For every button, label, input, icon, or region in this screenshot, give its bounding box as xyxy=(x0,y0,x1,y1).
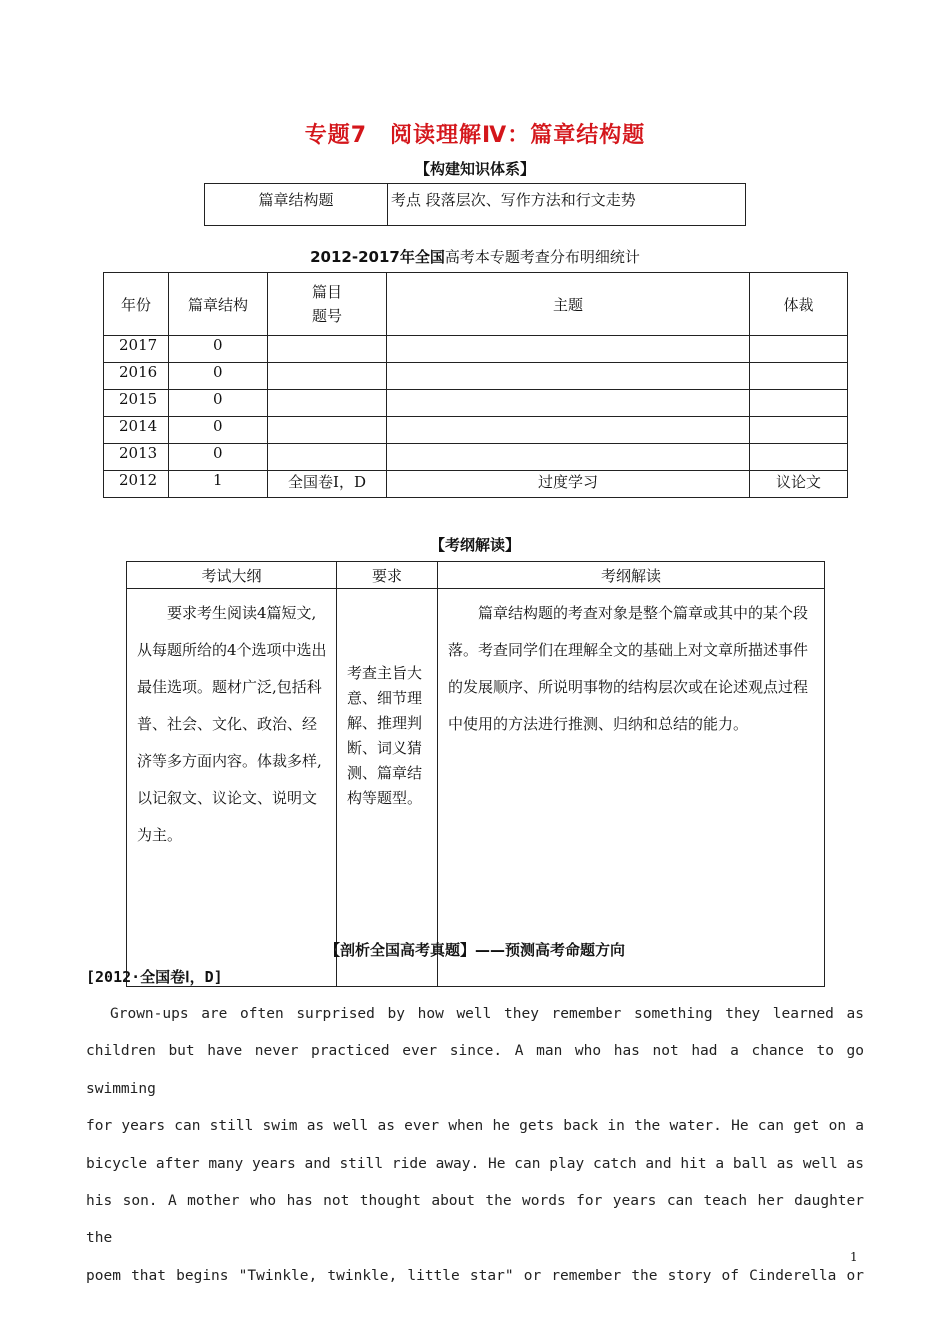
syllabus-heading: 【考纲解读】 xyxy=(429,536,520,554)
outline-text: 要求考生阅读4篇短文,从每题所给的4个选项中选出最佳选项。题材广泛,包括科普、社会、文化、政治、经济等多方面内容。体裁多样,以记叙文、议论文、说明文为主。 xyxy=(137,604,327,844)
cell-topic xyxy=(387,336,750,363)
cell-count: 0 xyxy=(169,417,268,444)
header-interpretation: 考纲解读 xyxy=(438,562,825,589)
cell-count: 0 xyxy=(169,336,268,363)
interpretation-text: 篇章结构题的考查对象是整个篇章或其中的某个段落。考查同学们在理解全文的基础上对文章所描述事件的发展顺序、所说明事物的结构层次或在论述观点过程中使用的方法进行推测、归纳和总结的能力。 xyxy=(448,604,809,733)
header-genre: 体裁 xyxy=(750,273,848,336)
cell-year: 2014 xyxy=(104,417,169,444)
table-row xyxy=(104,336,848,363)
header-item-line2: 题号 xyxy=(311,307,342,325)
table-row xyxy=(104,417,848,444)
passage-line: poem that begins "Twinkle, twinkle, little star" or remember the story of Cinderella or xyxy=(86,1267,864,1284)
passage xyxy=(86,996,864,1295)
analysis-heading: 【剖析全国高考真题】——预测高考命题方向 xyxy=(324,941,625,959)
passage-line: Grown-ups are often surprised by how well they remember something they learned as xyxy=(110,1006,864,1022)
cell-genre: 议论文 xyxy=(750,471,848,498)
cell-year: 2012 xyxy=(104,471,169,498)
cell-genre xyxy=(750,444,848,471)
header-requirement: 要求 xyxy=(337,562,438,589)
cell-genre xyxy=(750,363,848,390)
syllabus-header-row xyxy=(127,562,825,589)
cell-year: 2015 xyxy=(104,390,169,417)
cell-item xyxy=(268,363,387,390)
cell-topic xyxy=(387,417,750,444)
knowledge-table xyxy=(204,183,746,226)
knowledge-cell-points: 考点 段落层次、写作方法和行文走势 xyxy=(388,184,746,226)
header-topic: 主题 xyxy=(387,273,750,336)
stats-heading xyxy=(0,246,950,267)
cell-count: 0 xyxy=(169,390,268,417)
syllabus-body-row xyxy=(127,589,825,987)
syllabus-table xyxy=(126,561,825,987)
cell-count: 0 xyxy=(169,363,268,390)
stats-heading-bold: 2012-2017年全国 xyxy=(310,248,445,266)
cell-item: 全国卷Ⅰ，D xyxy=(268,471,387,498)
cell-genre xyxy=(750,390,848,417)
knowledge-cell-topic: 篇章结构题 xyxy=(205,184,388,226)
cell-year: 2013 xyxy=(104,444,169,471)
requirement-text: 考查主旨大意、细节理解、推理判断、词义猜测、篇章结构等题型。 xyxy=(347,664,423,807)
cell-genre xyxy=(750,417,848,444)
cell-topic xyxy=(387,390,750,417)
header-outline: 考试大纲 xyxy=(127,562,337,589)
cell-count: 1 xyxy=(169,471,268,498)
header-item-line1: 篇目 xyxy=(311,283,342,301)
table-row xyxy=(104,444,848,471)
stats-heading-rest: 高考本专题考查分布明细统计 xyxy=(444,248,640,266)
table-row xyxy=(104,390,848,417)
cell-year: 2016 xyxy=(104,363,169,390)
cell-item xyxy=(268,336,387,363)
stats-table xyxy=(103,272,848,498)
knowledge-heading: 【构建知识体系】 xyxy=(414,160,535,178)
page-number: 1 xyxy=(850,1250,858,1264)
cell-item xyxy=(268,444,387,471)
stats-header-row xyxy=(104,273,848,336)
cell-item xyxy=(268,390,387,417)
passage-line: his son. A mother who has not thought about the words for years can teach her daughter the xyxy=(86,1193,864,1247)
cell-topic: 过度学习 xyxy=(387,471,750,498)
cell-topic xyxy=(387,444,750,471)
passage-line: for years can still swim as well as ever when he gets back in the water. He can get on a xyxy=(86,1118,864,1135)
question-source: [2012·全国卷Ⅰ，D] xyxy=(86,968,223,986)
page-title: 专题7 阅读理解Ⅳ：篇章结构题 xyxy=(304,123,646,148)
cell-year: 2017 xyxy=(104,336,169,363)
cell-topic xyxy=(387,363,750,390)
cell-item xyxy=(268,417,387,444)
passage-line: bicycle after many years and still ride away. He can play catch and hit a ball as well as xyxy=(86,1155,864,1172)
passage-line: children but have never practiced ever since. A man who has not had a chance to go swimming xyxy=(86,1043,864,1097)
table-row xyxy=(104,363,848,390)
header-structure: 篇章结构 xyxy=(169,273,268,336)
table-row xyxy=(104,471,848,498)
header-year: 年份 xyxy=(104,273,169,336)
cell-genre xyxy=(750,336,848,363)
cell-count: 0 xyxy=(169,444,268,471)
header-item xyxy=(268,273,387,336)
